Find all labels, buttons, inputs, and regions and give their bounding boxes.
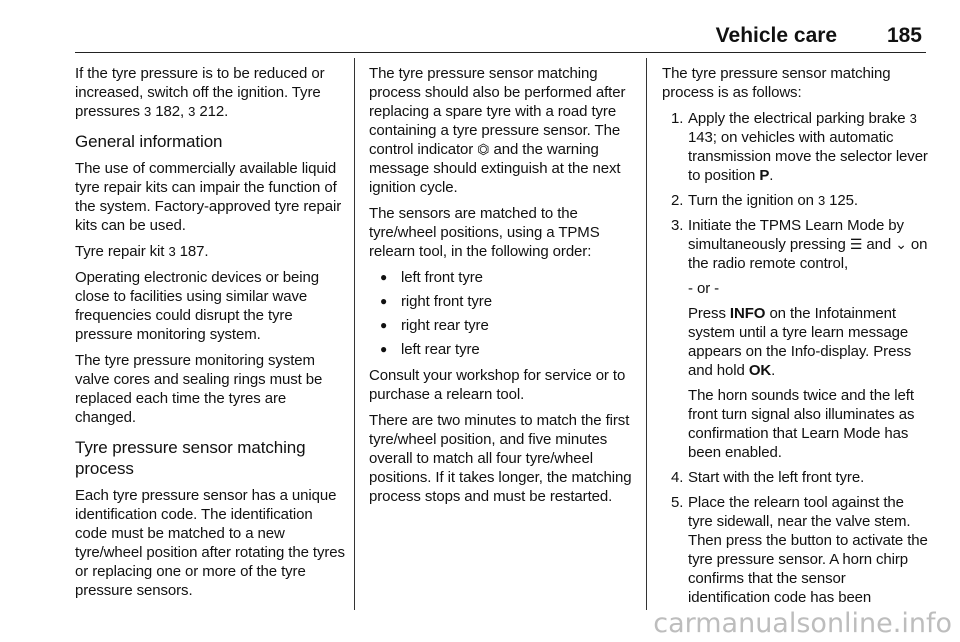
- menu-button-icon: ☰: [849, 236, 863, 252]
- next-button-icon: ⌄: [895, 236, 907, 252]
- paragraph: The use of commercially available liquid tyre repair kits can impair the function of the system. Factory-approved tyre repair kits can be used.: [75, 160, 342, 234]
- page-ref-link[interactable]: 187.: [179, 243, 209, 260]
- paragraph: There are two minutes to match the first tyre/wheel position, and five minutes overall to match all four tyre/wheel positions. If it takes longer, the matching process stops and must be restarted.: [369, 412, 632, 505]
- ref-arrow-icon: 3: [168, 244, 176, 259]
- section-title: Vehicle care: [715, 24, 838, 47]
- list-item: 1. Apply the electrical parking brake 3 143; on vehicles with automatic transmission move the selector lever to position P.: [671, 110, 928, 184]
- page-header: [0, 24, 922, 48]
- page-number: 185: [886, 24, 922, 47]
- list-item: ● left rear tyre: [369, 340, 637, 359]
- paragraph: Operating electronic devices or being close to facilities using similar wave frequencies could disrupt the tyre pressure monitoring system.: [75, 269, 319, 343]
- column-3: [662, 64, 928, 613]
- paragraph: Each tyre pressure sensor has a unique identification code. The identification code must be matched to a new tyre/wheel position after rotating the tyres or replacing one or more of the tyre pressure sensors.: [75, 487, 345, 599]
- ref-arrow-icon: 3: [144, 104, 152, 119]
- paragraph: The sensors are matched to the tyre/wheel positions, using a TPMS relearn tool, in the following order:: [369, 205, 600, 260]
- column-2: [369, 64, 637, 513]
- list-item: ● right front tyre: [369, 292, 637, 311]
- paragraph: The tyre pressure sensor matching process is as follows:: [662, 65, 891, 101]
- paragraph: If the tyre pressure is to be reduced or increased, switch off the ignition. Tyre pressures 3 182, 3 212.: [75, 65, 325, 120]
- header-rule: [75, 52, 926, 53]
- watermark: carmanualsonline.info: [653, 608, 952, 639]
- heading-sensor-matching: Tyre pressure sensor matching process: [75, 438, 306, 478]
- paragraph: The tyre pressure sensor matching process should also be performed after replacing a spare tyre with a road tyre containing a tyre pressure sensor. The control indicator ⏣ and the warning message should extinguish at the next ignition cycle.: [369, 65, 626, 196]
- steps-list: [662, 109, 928, 607]
- column-divider-2: [646, 58, 647, 610]
- column-divider-1: [354, 58, 355, 610]
- page-ref-link[interactable]: 125.: [829, 192, 858, 209]
- list-item: 2. Turn the ignition on 3 125.: [671, 192, 858, 209]
- paragraph: Tyre repair kit 3 187.: [75, 243, 209, 260]
- list-item: 5. Place the relearn tool against the tyre sidewall, near the valve stem. Then press the button to activate the tyre pressure sensor. A horn chirp confirms that the sensor identification code has been: [671, 494, 928, 606]
- column-1: [75, 64, 347, 607]
- list-item: 4. Start with the left front tyre.: [671, 469, 865, 486]
- list-item: ● left front tyre: [369, 268, 637, 287]
- paragraph: The tyre pressure monitoring system valve cores and sealing rings must be replaced each time the tyres are changed.: [75, 352, 323, 426]
- tyre-order-list: [369, 268, 637, 359]
- list-item: 3. Initiate the TPMS Learn Mode by simultaneously pressing ☰ and ⌄ on the radio remote control, - or - Press INFO on the Infotainment system until a tyre learn message appears on the Info-display. Press and hold OK. The horn sounds twice and the left front turn signal also illuminates as confirmation that Learn Mode has been enabled.: [671, 217, 928, 461]
- page-ref-link[interactable]: 212.: [199, 103, 229, 120]
- ref-arrow-icon: 3: [817, 193, 826, 208]
- ref-arrow-icon: 3: [909, 111, 917, 126]
- tpms-indicator-icon: ⏣: [477, 141, 490, 157]
- paragraph: Consult your workshop for service or to purchase a relearn tool.: [369, 367, 626, 403]
- heading-general-information: General information: [75, 132, 223, 151]
- list-item: ● right rear tyre: [369, 316, 637, 335]
- ref-arrow-icon: 3: [188, 104, 196, 119]
- page-ref-link[interactable]: 182,: [155, 103, 185, 120]
